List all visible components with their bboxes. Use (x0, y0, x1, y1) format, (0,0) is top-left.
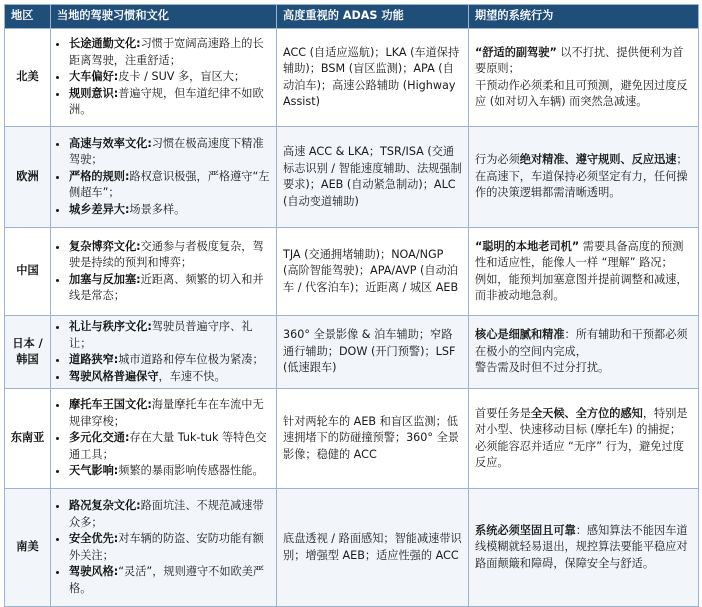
region-cell: 东南亚 (5, 389, 51, 489)
list-item: • 多元化交通:存在大量 Tuk-tuk 等特色交通工具； (69, 430, 270, 463)
header-region: 地区 (5, 5, 51, 29)
list-item: • 复杂博弈文化:交通参与者极度复杂，驾驶是持续的预判和博弈； (69, 239, 270, 272)
adas-cell: 底盘透视 / 路面感知；智能减速带识别；增强型 AEB；适应性强的 ACC (277, 489, 469, 607)
list-item: • 大车偏好:皮卡 / SUV 多，盲区大； (69, 69, 270, 86)
list-item: • 城乡差异大:场景多样。 (69, 202, 270, 219)
header-adas: 高度重视的 ADAS 功能 (277, 5, 469, 29)
adas-cell: 高速 ACC & LKA；TSR/ISA (交通标志识别 / 智能速度辅助、法规强制要求)；AEB (自动紧急制动)；ALC (自动变道辅助) (277, 127, 469, 228)
behavior-cell: 系统必须坚固且可靠：感知算法不能因车道线模糊就轻易退出，规控算法要能平稳应对路面颠簸和障碍，保障安全与舒适。 (469, 489, 699, 607)
culture-cell (51, 389, 277, 489)
adas-cell: ACC (自适应巡航)；LKA (车道保持辅助)；BSM (盲区监测)；APA (自动泊车)；高速公路辅助 (Highway Assist) (277, 29, 469, 127)
adas-cell: 针对两轮车的 AEB 和盲区监测；低速拥堵下的防碰撞预警；360° 全景影像；稳健的 ACC (277, 389, 469, 489)
table-header-row (5, 5, 699, 29)
table-row (5, 489, 699, 607)
adas-cell: TJA (交通拥堵辅助)；NOA/NGP (高阶智能驾驶)；APA/AVP (自动泊车 / 代客泊车)；近距离 / 城区 AEB (277, 228, 469, 316)
list-item: • 礼让与秩序文化:驾驶员普遍守序、礼让； (69, 319, 270, 352)
adas-cell: 360° 全景影像 & 泊车辅助；窄路通行辅助；DOW (开门预警)；LSF (低速跟车) (277, 316, 469, 389)
table-row (5, 316, 699, 389)
region-cell: 中国 (5, 228, 51, 316)
behavior-cell: “舒适的副驾驶” 以不打扰、提供便利为首要原则； 干预动作必须柔和且可预测，避免因过度反应 (如对切入车辆) 而突然急减速。 (469, 29, 699, 127)
list-item: • 规则意识:普遍守规，但车道纪律不如欧洲。 (69, 86, 270, 119)
list-item: • 加塞与反加塞:近距离、频繁的切入和并线是常态； (69, 272, 270, 305)
header-behavior: 期望的系统行为 (469, 5, 699, 29)
list-item: • 驾驶风格:“灵活”，规则遵守不如欧美严格。 (69, 564, 270, 597)
list-item: • 驾驶风格普遍保守，车速不快。 (69, 369, 270, 386)
list-item: • 道路狭窄:城市道路和停车位极为紧凑； (69, 352, 270, 369)
list-item: • 长途通勤文化:习惯于宽阔高速路上的长距离驾驶，注重舒适； (69, 36, 270, 69)
region-cell: 日本 / 韩国 (5, 316, 51, 389)
list-item: • 摩托车王国文化:海量摩托车在车流中无规律穿梭； (69, 397, 270, 430)
header-culture: 当地的驾驶习惯和文化 (51, 5, 277, 29)
table-row (5, 389, 699, 489)
table-row (5, 228, 699, 316)
list-item: • 高速与效率文化:习惯在极高速度下精准驾驶； (69, 136, 270, 169)
culture-cell (51, 228, 277, 316)
behavior-cell: “聪明的本地老司机” 需要具备高度的预测性和适应性，能像人一样 “理解” 路况； 例如，能预判加塞意图并提前调整和减速，而非被动地急刹。 (469, 228, 699, 316)
table-row (5, 127, 699, 228)
culture-cell (51, 489, 277, 607)
adas-region-table (4, 4, 699, 607)
table-row (5, 29, 699, 127)
list-item: • 路况复杂文化:路面坑洼、不规范减速带众多； (69, 498, 270, 531)
region-cell: 欧洲 (5, 127, 51, 228)
culture-cell (51, 316, 277, 389)
list-item: • 安全优先:对车辆的防盗、安防功能有额外关注； (69, 531, 270, 564)
adas-region-table-container (4, 4, 698, 607)
behavior-cell: 首要任务是全天候、全方位的感知，特别是对小型、快速移动目标 (摩托车) 的捕捉； 必须能容忍并适应 “无序” 行为，避免过度反应。 (469, 389, 699, 489)
behavior-cell: 核心是细腻和精准：所有辅助和干预都必须在极小的空间内完成， 警告需及时但不过分打扰。 (469, 316, 699, 389)
culture-cell (51, 127, 277, 228)
list-item: • 严格的规则:路权意识极强，严格遵守“左侧超车”； (69, 169, 270, 202)
behavior-cell: 行为必须绝对精准、遵守规则、反应迅速； 在高速下，车道保持必须坚定有力，任何操作的决策逻辑都需清晰透明。 (469, 127, 699, 228)
list-item: • 天气影响:频繁的暴雨影响传感器性能。 (69, 463, 270, 480)
region-cell: 北美 (5, 29, 51, 127)
region-cell: 南美 (5, 489, 51, 607)
culture-cell (51, 29, 277, 127)
